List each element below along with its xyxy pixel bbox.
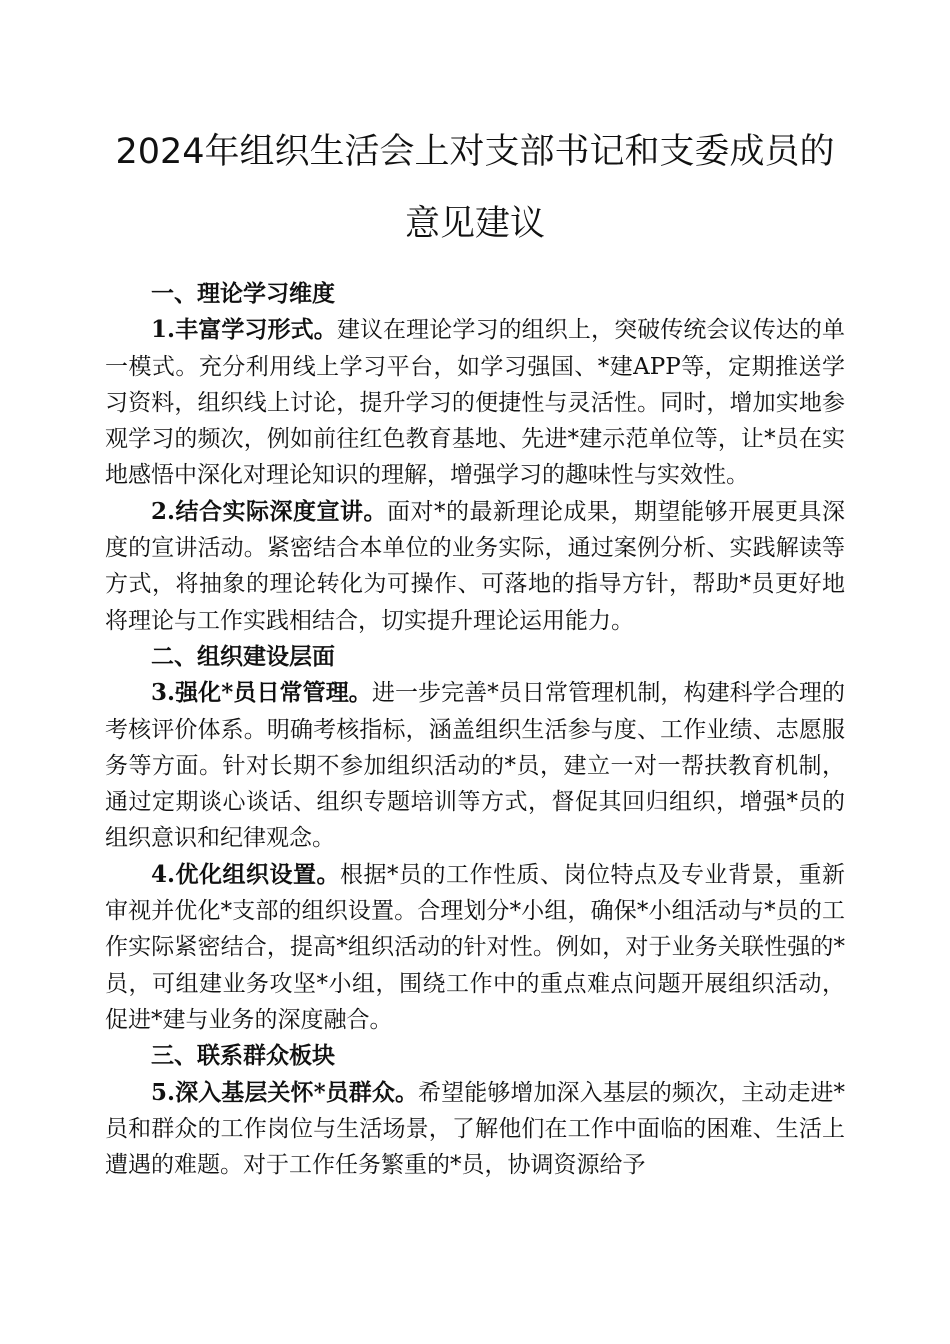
section-heading-masses: 三、联系群众板块 (151, 1042, 335, 1070)
paragraph-3 (105, 675, 845, 856)
paragraph-3-lead: 3.强化*员日常管理。 (151, 679, 372, 707)
paragraph-1-lead: 1.丰富学习形式。 (151, 316, 337, 344)
paragraph-2-lead: 2.结合实际深度宣讲。 (151, 497, 388, 525)
section-heading-theory: 一、理论学习维度 (151, 280, 335, 307)
paragraph-5-lead: 5.深入基层关怀*员群众。 (151, 1078, 419, 1106)
paragraph-1-text: 建议在理论学习的组织上，突破传统会议传达的单一模式。充分利用线上学习平台，如学习强国、*建APP等，定期推送学习资料，组织线上讨论，提升学习的便捷性与灵活性。同时，增加实地参观学习的频次，例如前往红色教育基地、先进*建示范单位等，让*员在实地感悟中深化对理论知识的理解，增强学习的趣味性与实效性。 (105, 317, 846, 489)
paragraph-2 (105, 494, 845, 639)
section-heading-organization: 二、组织建设层面 (151, 642, 335, 670)
paragraph-1 (105, 312, 845, 493)
paragraph-4 (105, 857, 845, 1038)
paragraph-4-text: 根据*员的工作性质、岗位特点及专业背景，重新审视并优化*支部的组织设置。合理划分*小组，确保*小组活动与*员的工作实际紧密结合，提高*组织活动的针对性。例如，对于业务关联性强的*员，可组建业务攻坚*小组，围绕工作中的重点难点问题开展组织活动，促进*建与业务的深度融合。 (105, 861, 846, 1033)
document-title-line-2: 意见建议 (404, 204, 545, 244)
document-body (105, 276, 845, 1183)
paragraph-3-text: 进一步完善*员日常管理机制，构建科学合理的考核评价体系。明确考核指标，涵盖组织生活参与度、工作业绩、志愿服务等方面。针对长期不参加组织活动的*员，建立一对一帮扶教育机制，通过定期谈心谈话、组织专题培训等方式，督促其回归组织，增强*员的组织意识和纪律观念。 (105, 680, 845, 852)
paragraph-4-lead: 4.优化组织设置。 (151, 860, 341, 888)
paragraph-5-text: 希望能够增加深入基层的频次，主动走进*员和群众的工作岗位与生活场景，了解他们在工作中面临的困难、生活上遭遇的难题。对于工作任务繁重的*员，协调资源给予 (105, 1079, 846, 1179)
paragraph-2-text: 面对*的最新理论成果，期望能够开展更具深度的宣讲活动。紧密结合本单位的业务实际，通过案例分析、实践解读等方式，将抽象的理论转化为可操作、可落地的指导方针，帮助*员更好地将理论与工作实践相结合，切实提升理论运用能力。 (105, 498, 846, 634)
paragraph-5 (105, 1075, 845, 1184)
document-title-line-1: 2024年组织生活会上对支部书记和支委成员的 (115, 132, 835, 172)
